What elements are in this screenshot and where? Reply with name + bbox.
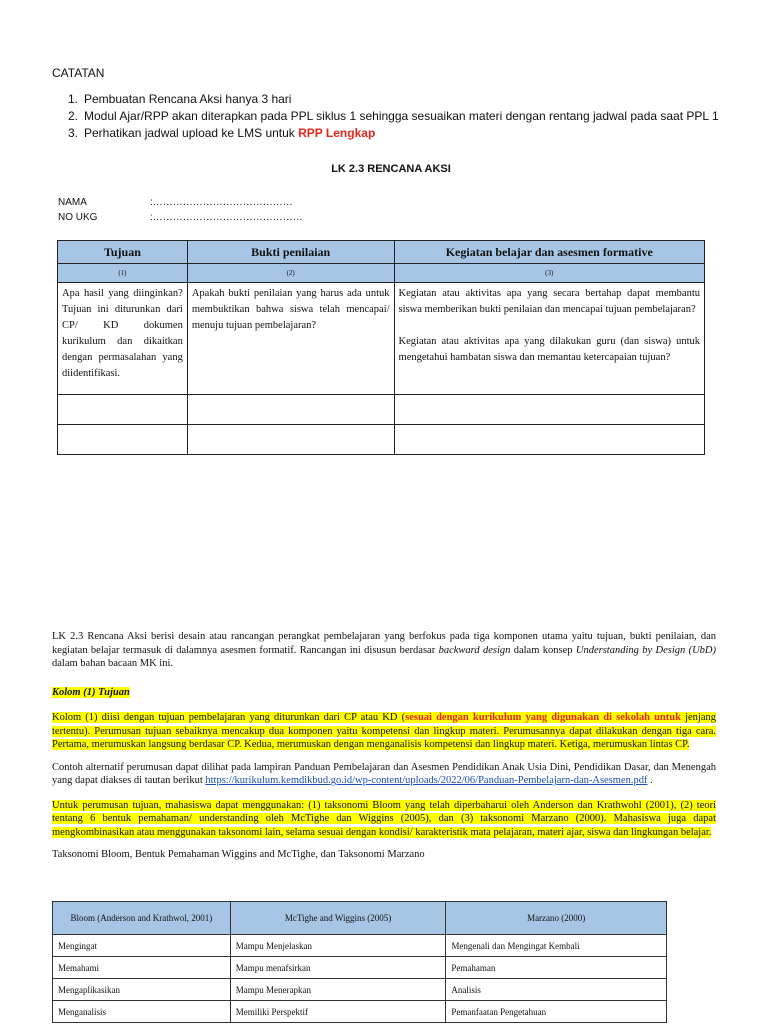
table-cell: Menganalisis [53, 1001, 231, 1023]
text-span: LK 2.3 Rencana Aksi berisi desain atau rancangan perangkat pembelajaran yang berfokus pada tiga komponen utama yaitu tujuan, bukti penilaian, dan kegiatan belajar termasuk di dalamnya asesmen formatif. Rancangan ini disusun berdasar [52, 631, 716, 656]
text-span: Taksonomi Bloom, Bentuk Pemahaman Wiggins and McTighe, dan Taksonomi Marzano [52, 849, 425, 860]
header-mctighe: McTighe and Wiggins (2005) [230, 902, 446, 935]
note-text-plain: Perhatikan jadwal upload ke LMS untuk [84, 126, 299, 140]
text-span: backward design [438, 644, 511, 656]
text-span: Untuk perumusan tujuan, mahasiswa dapat menggunakan: (1) taksonomi Bloom yang telah diperbaharui oleh Anderson dan Krathwohl (2001), (2) teori tentang 6 bentuk pemahaman/ understanding oleh McTighe dan Wiggins (2005), dan (3) taksonomi Marzano (2000). Mahasiswa juga dapat mengkombinasikan atau menggunakan taksonomi lain, selama sesuai dengan kondisi/ karakteristik mata pelajaran, materi ajar, siswa dan lingkungan belajar. [52, 799, 716, 838]
table-header-row [58, 241, 705, 264]
notes-title: CATATAN [52, 66, 105, 80]
name-field [58, 195, 303, 210]
text-span: Kolom (1) Tujuan [52, 686, 130, 698]
table-cell: Mampu Menjelaskan [230, 935, 446, 957]
bukti-guidance: Apakah bukti penilaian yang harus ada untuk membuktikan bahwa siswa telah mencapai/ menuju tujuan pembelajaran? [187, 283, 394, 395]
column-number: (3) [394, 264, 704, 283]
panduan-link[interactable]: https://kurikulum.kemdikbud.go.id/wp-content/uploads/2022/06/Panduan-Pembelajarn-dan-Asesmen.pdf [205, 775, 648, 786]
header-bukti-penilaian: Bukti penilaian [187, 241, 394, 264]
text-span: dalam bahan bacaan MK ini. [52, 658, 173, 669]
note-number: 2. [68, 109, 79, 123]
table-cell: Mengingat [53, 935, 231, 957]
note-text: Modul Ajar/RPP akan diterapkan pada PPL siklus 1 sehingga sesuaikan materi dengan rentang jadwal pada saat PPL 1 [84, 109, 719, 123]
ukg-field [58, 210, 303, 225]
empty-cell[interactable] [187, 425, 394, 455]
note-item [68, 91, 719, 108]
table-cell: Memiliki Perspektif [230, 1001, 446, 1023]
note-number: 1. [68, 92, 79, 106]
note-text: Pembuatan Rencana Aksi hanya 3 hari [84, 92, 292, 106]
table-row [53, 979, 667, 1001]
header-tujuan: Tujuan [58, 241, 188, 264]
empty-cell[interactable] [394, 425, 704, 455]
text-span: . [647, 775, 653, 786]
table-cell: Pemanfaatan Pengetahuan [446, 1001, 667, 1023]
text-span: jenjang tertentu). Perumusan tujuan sebaiknya mencakup dua komponen yaitu kompetensi dan lingkup materi. Perumusannya dapat dilakukan dengan tiga cara. Pertama, merumuskan langsung berdasar CP. Kedua, merumuskan dengan menganalisis kompetensi dan lingkup materi. Ketiga, merumuskan lintas CP. [52, 712, 716, 750]
header-bloom: Bloom (Anderson and Krathwol, 2001) [53, 902, 231, 935]
table-cell: Memahami [53, 957, 231, 979]
table-cell: Mengaplikasikan [53, 979, 231, 1001]
taxonomy-table [52, 901, 667, 1023]
note-text [84, 125, 375, 142]
explanation-text [52, 630, 716, 862]
note-highlight: RPP Lengkap [298, 126, 376, 140]
text-span: Kolom (1) diisi dengan tujuan pembelajaran yang diturunkan dari CP atau KD ( [52, 712, 406, 723]
table-caption [52, 848, 716, 862]
header-kegiatan: Kegiatan belajar dan asesmen formative [394, 241, 704, 264]
kolom-heading [52, 686, 716, 700]
table-cell: Pemahaman [446, 957, 667, 979]
field-value: :…………………………………… [150, 197, 293, 208]
text-span: sesuai dengan kurikulum yang digunakan di sekolah untuk [405, 712, 681, 723]
table-cell: Mampu menafsirkan [230, 957, 446, 979]
column-number-row [58, 264, 705, 283]
table-row [53, 1001, 667, 1023]
empty-cell[interactable] [58, 395, 188, 425]
text-span: Contoh alternatif perumusan dapat dilihat pada lampiran Panduan Pembelajaran dan Asesmen Pendidikan Anak Usia Dini, Pendidikan Dasar, dan Menengah yang dapat diakses di tautan berikut [52, 761, 716, 786]
table-row [53, 935, 667, 957]
note-item [68, 125, 719, 142]
empty-cell[interactable] [58, 425, 188, 455]
tujuan-guidance: Apa hasil yang diinginkan? Tujuan ini diturunkan dari CP/ KD dokumen kurikulum dan dikaitkan dengan permasalahan yang diidentifikasi. [58, 283, 188, 395]
taksonomi-paragraph [52, 799, 716, 840]
field-label: NAMA [58, 197, 87, 208]
field-value: :……………………………………… [150, 212, 303, 223]
identity-fields [58, 195, 303, 225]
column-number: (1) [58, 264, 188, 283]
note-item [68, 108, 719, 125]
text-span: Understanding by Design (UbD) [575, 644, 717, 656]
note-number: 3. [68, 126, 79, 140]
table-header-row [53, 902, 667, 935]
table-cell: Mampu Menerapkan [230, 979, 446, 1001]
guidance-row [58, 283, 705, 395]
column-number: (2) [187, 264, 394, 283]
action-plan-table [57, 240, 705, 455]
worksheet-title: LK 2.3 RENCANA AKSI [331, 163, 451, 175]
notes-list [68, 91, 719, 142]
kegiatan-guidance-b: Kegiatan atau aktivitas apa yang dilakukan guru (dan siswa) untuk mengetahui hambatan siswa dan memantau ketercapaian tujuan? [398, 336, 700, 363]
table-cell: Analisis [446, 979, 667, 1001]
kegiatan-guidance-a: Kegiatan atau aktivitas apa yang secara bertahap dapat membantu siswa memberikan bukti penilaian dan mencapai tujuan pembelajaran? [398, 288, 700, 315]
table-row [53, 957, 667, 979]
intro-paragraph [52, 630, 716, 671]
empty-cell[interactable] [394, 395, 704, 425]
empty-cell[interactable] [187, 395, 394, 425]
field-label: NO UKG [58, 212, 98, 223]
kolom-paragraph [52, 711, 716, 752]
table-cell: Mengenali dan Mengingat Kembali [446, 935, 667, 957]
table-row [58, 425, 705, 455]
table-row [58, 395, 705, 425]
header-marzano: Marzano (2000) [446, 902, 667, 935]
contoh-paragraph [52, 761, 716, 788]
text-span: dalam konsep [510, 644, 576, 656]
kegiatan-guidance [394, 283, 704, 395]
